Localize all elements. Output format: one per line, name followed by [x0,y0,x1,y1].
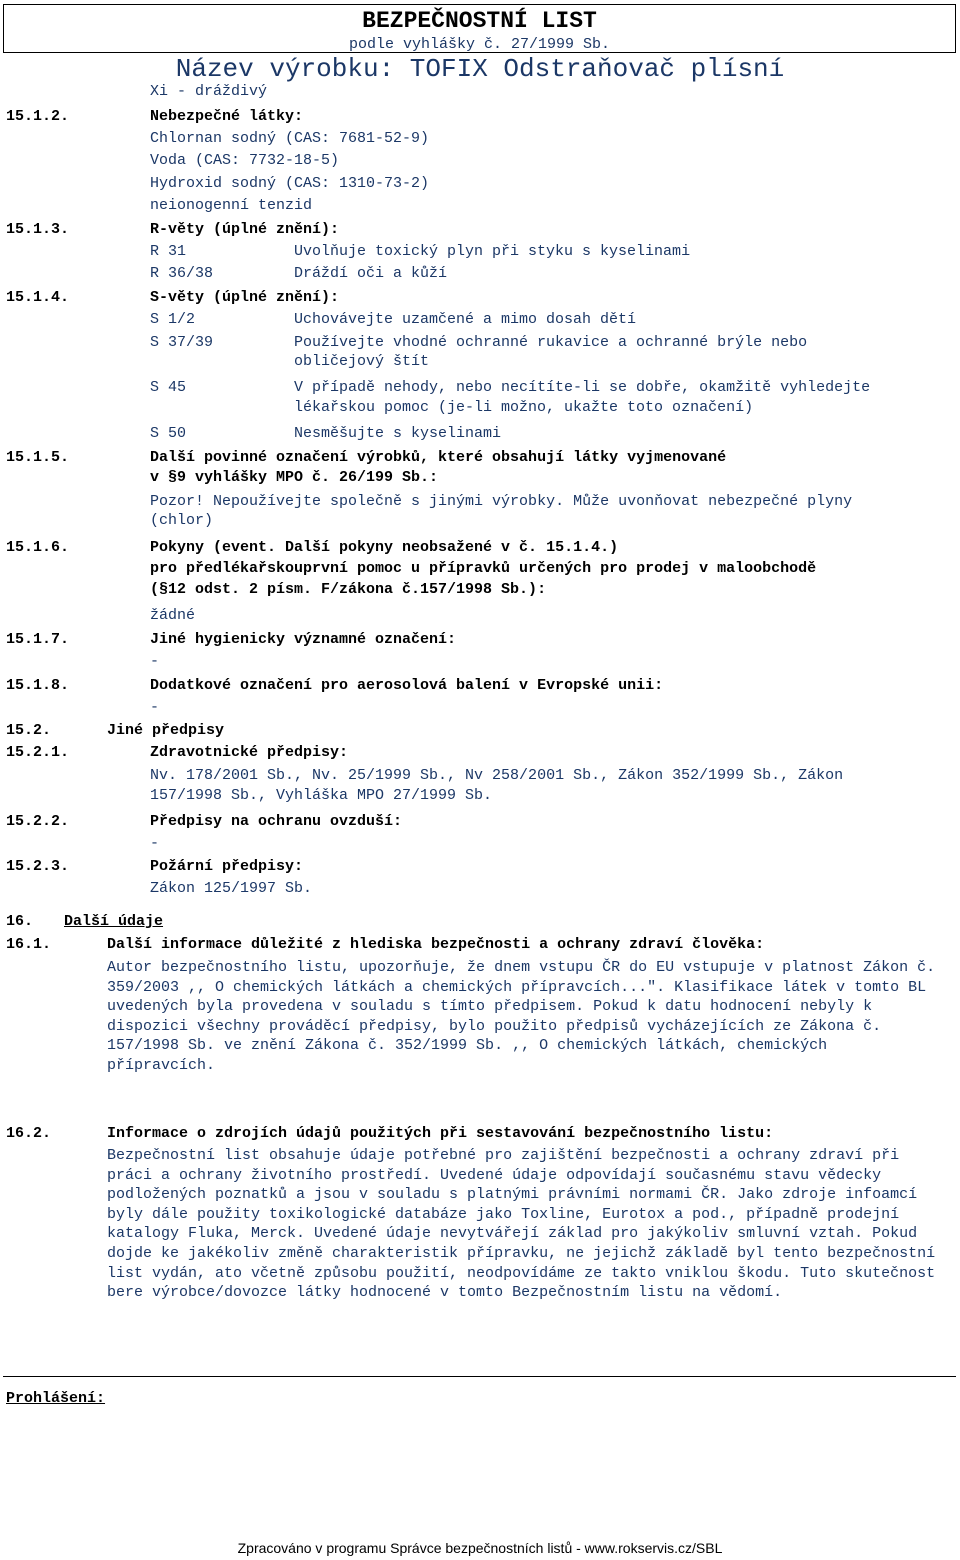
section-title: Pokyny (event. Další pokyny neobsažené v č. 15.1.4.) [150,539,619,556]
section-number: 16.2. [6,1125,52,1142]
r-phrase-code: R 31 [150,243,187,260]
footer-text: Zpracováno v programu Správce bezpečnostních listů - www.rokservis.cz/SBL [237,1540,723,1556]
section-number: 15.1.2. [6,108,70,125]
r-phrase-code: R 36/38 [150,265,214,282]
s-phrase-code: S 1/2 [150,311,196,328]
section-text-cont: (chlor) [150,512,214,529]
s-phrase-code: S 50 [150,425,187,442]
section-value: - [150,653,160,670]
section-number: 15.1.8. [6,677,70,694]
section-title-cont: pro předlékařskouprvní pomoc u přípravků určených pro prodej v maloobchodě [150,560,817,577]
section-paragraph: Bezpečnostní list obsahuje údaje potřebné pro zajištění bezpečnosti a ochrany zdraví při práci a ochrany životního prostředí. Uvedené údaje odpovídají současnému stavu vědecky podložených poznatků a jsou v souladu s platnými právními normami ČR. Jako zdroje infoamcí byly dále použity toxikologické databáze jako Toxline, Eurotox a pod., případně prodejní katalogy Fluka, Merck. Uvedené údaje nevytvářejí základ pro jakýkoliv smluvní vztah. Pokud dojde ke jakékoliv změně charakteristik přípravku, ne jejichž základě byl tento bezpečnostní list vydán, ato včetně způsobu použití, neodpovídáme ze takto vniklou škodu. Tuto skutečnost bere výrobce/dovozce látky hodnocené v tomto Bezpečnostním listu na vědomí. [107,1147,936,1302]
section-value: - [150,835,160,852]
section-text-cont: 157/1998 Sb., Vyhláška MPO 27/1999 Sb. [150,787,493,804]
s-phrase-text: Používejte vhodné ochranné rukavice a ochranné brýle nebo [294,334,808,351]
section-title: Další údaje [64,913,164,930]
section-number: 15.1.4. [6,289,70,306]
section-value: - [150,699,160,716]
document-title: BEZPEČNOSTNÍ LIST [362,8,597,34]
divider [3,1376,956,1377]
section-title: Informace o zdrojích údajů použitých při sestavování bezpečnostního listu: [107,1125,774,1142]
section-title: Dodatkové označení pro aerosolová balení v Evropské unii: [150,677,664,694]
s-phrase-text-cont: lékařskou pomoc (je-li možno, ukažte toto označení) [294,399,754,416]
substance-item: Voda (CAS: 7732-18-5) [150,152,340,169]
substance-item: Hydroxid sodný (CAS: 1310-73-2) [150,175,430,192]
section-value: Zákon 125/1997 Sb. [150,880,313,897]
s-phrase-code: S 37/39 [150,334,214,351]
hazard-symbol-label: Xi - dráždivý [150,83,268,100]
s-phrase-text: V případě nehody, nebo necítíte-li se dobře, okamžitě vyhledejte [294,379,871,396]
substance-item: Chlornan sodný (CAS: 7681-52-9) [150,130,430,147]
r-phrase-text: Dráždí oči a kůží [294,265,448,282]
section-number: 15.1.7. [6,631,70,648]
section-title-cont: (§12 odst. 2 písm. F/zákona č.157/1998 Sb.): [150,581,547,598]
section-number: 16. [6,913,34,930]
section-title: S-věty (úplné znění): [150,289,340,306]
s-phrase-code: S 45 [150,379,187,396]
section-number: 15.1.3. [6,221,70,238]
r-phrase-text: Uvolňuje toxický plyn při styku s kyselinami [294,243,691,260]
section-number: 15.1.5. [6,449,70,466]
section-number: 15.2.3. [6,858,70,875]
section-title: Nebezpečné látky: [150,108,304,125]
document-subtitle: podle vyhlášky č. 27/1999 Sb. [348,36,611,53]
section-title-cont: v §9 vyhlášky MPO č. 26/199 Sb.: [150,469,439,486]
substance-item: neionogenní tenzid [150,197,313,214]
section-title: Požární předpisy: [150,858,304,875]
section-number: 16.1. [6,936,52,953]
section-number: 15.2. [6,722,52,739]
product-name: Název výrobku: TOFIX Odstraňovač plísní [175,54,785,84]
section-title: Další povinné označení výrobků, které obsahují látky vyjmenované [150,449,727,466]
section-title: Zdravotnické předpisy: [150,744,349,761]
section-title: Další informace důležité z hlediska bezpečnosti a ochrany zdraví člověka: [107,936,765,953]
s-phrase-text-cont: obličejový štít [294,353,430,370]
section-number: 15.2.2. [6,813,70,830]
declaration-label: Prohlášení: [6,1390,106,1407]
section-value: žádné [150,607,196,624]
s-phrase-text: Nesměšujte s kyselinami [294,425,502,442]
section-text: Pozor! Nepoužívejte společně s jinými výrobky. Může uvonňovat nebezpečné plyny [150,493,853,510]
section-title: Předpisy na ochranu ovzduší: [150,813,403,830]
section-text: Nv. 178/2001 Sb., Nv. 25/1999 Sb., Nv 258/2001 Sb., Zákon 352/1999 Sb., Zákon [150,767,844,784]
section-title: Jiné předpisy [107,722,225,739]
section-paragraph: Autor bezpečnostního listu, upozorňuje, že dnem vstupu ČR do EU vstupuje v platnost Zákon č. 359/2003 ,, O chemických látkách a chemických přípravcích...". Klasifikace látek v tomto BL uvedených byla provedena v souladu s tímto předpisem. Pokud k datu hodnocení nebyly k dispozici všechny prováděcí předpisy, bylo použito předpisů vycházejících ze Zákona č. 157/1998 Sb. ve znění Zákona č. 352/1999 Sb. ,, O chemických látkách, chemických přípravcích. [107,959,936,1074]
section-number: 15.1.6. [6,539,70,556]
section-title: R-věty (úplné znění): [150,221,340,238]
s-phrase-text: Uchovávejte uzamčené a mimo dosah dětí [294,311,637,328]
section-number: 15.2.1. [6,744,70,761]
document-header [3,4,956,53]
section-title: Jiné hygienicky významné označení: [150,631,457,648]
